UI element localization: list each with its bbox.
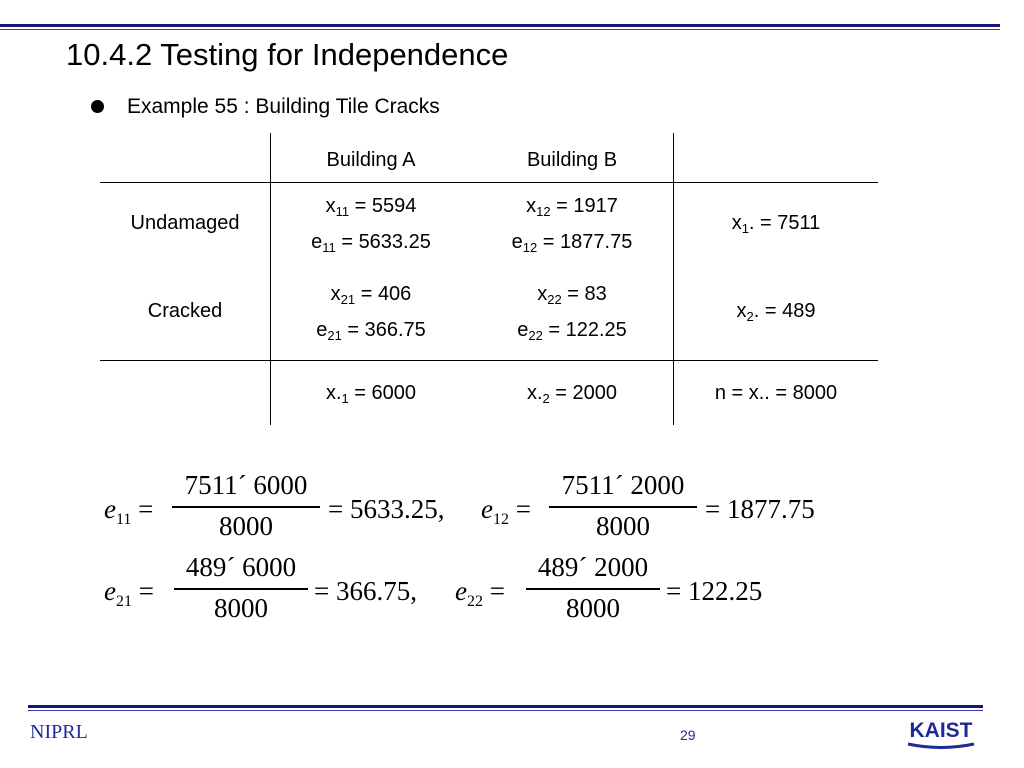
footer-org: NIPRL xyxy=(30,721,88,743)
eq-e12-lhs: $e_{12}$ = xyxy=(481,494,531,528)
row-total-1: $x_1$. = 7511 xyxy=(731,212,821,236)
slide-title: 10.4.2 Testing for Independence xyxy=(66,37,509,72)
grand-total: n = x.. = 8000 xyxy=(714,382,838,404)
table-hline-1 xyxy=(100,182,878,183)
cell-x22: $x_{22} = 83$ xyxy=(537,283,607,307)
eq-e11-result: = 5633.25, xyxy=(328,494,445,524)
bottom-rule xyxy=(28,705,983,708)
header-building-b: Building B xyxy=(526,149,618,171)
eq-e22-denominator: 8000 xyxy=(566,593,620,623)
eq-e12-fraction-bar xyxy=(549,506,697,508)
cell-e11: $e_{11} = 5633.25$ xyxy=(311,231,431,255)
row-total-2: $x_2$. = 489 xyxy=(736,300,816,324)
col-total-1: $x._1 = 6000$ xyxy=(325,382,417,406)
eq-e22-result: = 122.25 xyxy=(666,576,763,606)
eq-e21-numerator: 489´ 6000 xyxy=(185,552,297,582)
row-label-undamaged: Undamaged xyxy=(130,212,240,234)
bullet-icon xyxy=(91,100,104,113)
top-rule-thin xyxy=(0,29,1000,30)
eq-e21-fraction-bar xyxy=(174,588,308,590)
cell-e22: $e_{22} = 122.25$ xyxy=(517,319,627,343)
cell-x11: $x_{11} = 5594$ xyxy=(325,195,417,219)
cell-x12: $x_{12} = 1917$ xyxy=(526,195,618,219)
eq-e11-denominator: 8000 xyxy=(219,511,273,541)
eq-e22-numerator: 489´ 2000 xyxy=(537,552,649,582)
slide-subtitle: Example 55 : Building Tile Cracks xyxy=(127,95,440,118)
eq-e22-lhs: $e_{22}$ = xyxy=(455,576,505,610)
eq-e12-denominator: 8000 xyxy=(596,511,650,541)
eq-e21-denominator: 8000 xyxy=(214,593,268,623)
table-hline-2 xyxy=(100,360,878,361)
page-number: 29 xyxy=(680,727,696,743)
kaist-logo-text: KAIST xyxy=(909,719,973,742)
kaist-logo xyxy=(902,718,980,750)
col-total-2: $x._2 = 2000$ xyxy=(526,382,618,406)
top-rule xyxy=(0,24,1000,27)
eq-e21-result: = 366.75, xyxy=(314,576,417,606)
bottom-rule-thin xyxy=(28,710,983,711)
eq-e12-result: = 1877.75 xyxy=(705,494,815,524)
row-label-cracked: Cracked xyxy=(147,300,223,322)
eq-e22-fraction-bar xyxy=(526,588,660,590)
cell-e21: $e_{21} = 366.75$ xyxy=(316,319,426,343)
eq-e11-fraction-bar xyxy=(172,506,320,508)
header-building-a: Building A xyxy=(326,149,416,171)
cell-e12: $e_{12} = 1877.75$ xyxy=(511,231,633,255)
eq-e21-lhs: $e_{21}$ = xyxy=(104,576,154,610)
eq-e11-lhs: $e_{11}$ = xyxy=(104,494,154,528)
cell-x21: $x_{21} = 406$ xyxy=(330,283,412,307)
eq-e11-numerator: 7511´ 6000 xyxy=(184,470,308,500)
eq-e12-numerator: 7511´ 2000 xyxy=(561,470,685,500)
